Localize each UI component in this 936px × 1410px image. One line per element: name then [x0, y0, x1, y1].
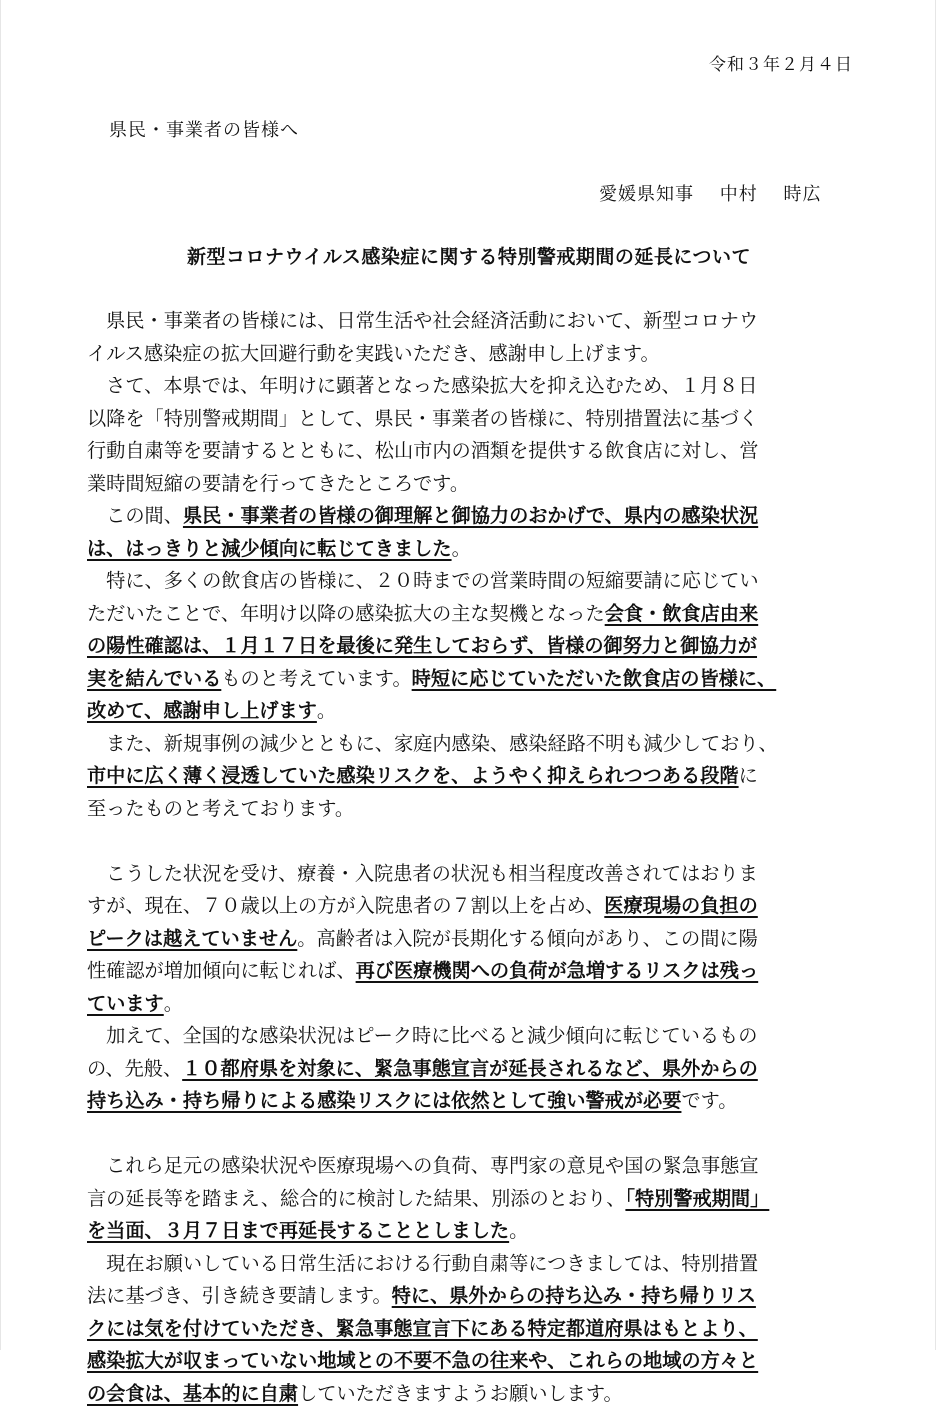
body-line	[87, 1313, 867, 1346]
body-text: 。	[164, 992, 183, 1015]
body-text: 至ったものと考えております。	[87, 797, 354, 820]
body-text: ただいたことで、年明け以降の感染拡大の主な契機となった	[87, 602, 605, 625]
body-text: していただきますようお願いします。	[298, 1382, 623, 1405]
body-line	[87, 1280, 867, 1313]
body-line	[87, 1378, 867, 1410]
emphasized-text: 改めて、感謝申し上げます	[87, 699, 317, 722]
body-text: 特に、多くの飲食店の皆様に、２０時までの営業時間の短縮要請に応じてい	[87, 569, 759, 592]
emphasized-text: 医療現場の負担の	[604, 894, 758, 917]
body-text: 法に基づき、引き続き要請します。	[87, 1284, 392, 1307]
body-line	[87, 663, 867, 696]
body-text: これら足元の感染状況や医療現場への負荷、専門家の意見や国の緊急事態宣	[87, 1154, 759, 1177]
body-line	[87, 793, 867, 826]
body-line	[87, 565, 867, 598]
body-text: 業時間短縮の要請を行ってきたところです。	[87, 472, 469, 495]
body-text: 。	[509, 1219, 528, 1242]
body-text: 。高齢者は入院が長期化する傾向があり、この間に陽	[297, 927, 758, 950]
body-line	[87, 923, 867, 956]
body-line	[87, 435, 867, 468]
emphasized-text: 会食・飲食店由来	[605, 602, 759, 625]
emphasized-text: 時短に応じていただいた飲食店の皆様に、	[412, 667, 777, 690]
body-text: また、新規事例の減少とともに、家庭内感染、感染経路不明も減少しており、	[87, 732, 778, 755]
body-text: 言の延長等を踏まえ、総合的に検討した結果、別添のとおり、	[87, 1187, 625, 1210]
body-text: です。	[681, 1089, 737, 1112]
body-text: 性確認が増加傾向に転じれば、	[87, 959, 356, 982]
body-line	[87, 695, 867, 728]
emphasized-text: １０都府県を対象に、緊急事態宣言が延長されるなど、県外からの	[182, 1057, 758, 1080]
body-text: イルス感染症の拡大回避行動を実践いただき、感謝申し上げます。	[87, 342, 660, 365]
emphasized-text: 持ち込み・持ち帰りによる感染リスクには依然として強い警戒が必要	[87, 1089, 681, 1112]
body-line	[87, 533, 867, 566]
body-line	[87, 858, 867, 891]
body-line	[87, 1215, 867, 1248]
body-line	[87, 500, 867, 533]
body-text: 加えて、全国的な感染状況はピーク時に比べると減少傾向に転じているもの	[87, 1024, 757, 1047]
body-line	[87, 370, 867, 403]
body-text: の、先般、	[87, 1057, 182, 1080]
body-line	[87, 728, 867, 761]
body-text: に	[739, 764, 758, 787]
emphasized-text: は、はっきりと減少傾向に転じてきました	[87, 537, 452, 560]
document-body	[87, 305, 867, 1410]
emphasized-text: の会食は、基本的に自粛	[87, 1382, 298, 1405]
body-line	[87, 1248, 867, 1281]
body-line	[87, 1150, 867, 1183]
emphasized-text: ています	[87, 992, 164, 1015]
body-line	[87, 890, 867, 923]
body-line	[87, 1085, 867, 1118]
body-line	[87, 598, 867, 631]
body-text: 行動自粛等を要請するとともに、松山市内の酒類を提供する飲食店に対し、営	[87, 439, 759, 462]
body-text: この間、	[87, 504, 183, 527]
body-line	[87, 1053, 867, 1086]
document-date: 令和３年２月４日	[709, 50, 853, 75]
emphasized-text: クには気を付けていただき、緊急事態宣言下にある特定都道府県はもとより、	[87, 1317, 758, 1340]
addressee: 県民・事業者の皆様へ	[109, 116, 299, 142]
emphasized-text: ピークは越えていません	[87, 927, 297, 950]
body-line	[87, 955, 867, 988]
emphasized-text: 県民・事業者の皆様の御理解と御協力のおかげで、県内の感染状況	[183, 504, 758, 527]
body-text: 。	[317, 699, 336, 722]
blank-line	[87, 825, 867, 858]
body-line	[87, 760, 867, 793]
emphasized-text: 感染拡大が収まっていない地域との不要不急の往来や、これらの地域の方々と	[87, 1349, 758, 1372]
body-text: 。	[452, 537, 471, 560]
body-line	[87, 305, 867, 338]
body-text: 県民・事業者の皆様には、日常生活や社会経済活動において、新型コロナウ	[87, 309, 758, 332]
blank-line	[87, 1118, 867, 1151]
body-text: すが、現在、７０歳以上の方が入院患者の７割以上を占め、	[87, 894, 604, 917]
emphasized-text: 市中に広く薄く浸透していた感染リスクを、ようやく抑えられつつある段階	[87, 764, 739, 787]
document-title: 新型コロナウイルス感染症に関する特別警戒期間の延長について	[1, 242, 936, 269]
body-text: 以降を「特別警戒期間」として、県民・事業者の皆様に、特別措置法に基づく	[87, 407, 758, 430]
emphasized-text: 特に、県外からの持ち込み・持ち帰りリス	[392, 1284, 756, 1307]
body-line	[87, 338, 867, 371]
emphasized-text: 「特別警戒期間」	[625, 1187, 769, 1210]
body-text: 現在お願いしている日常生活における行動自粛等につきましては、特別措置	[87, 1252, 758, 1275]
emphasized-text: 再び医療機関への負荷が急増するリスクは残っ	[356, 959, 759, 982]
body-text: さて、本県では、年明けに顕著となった感染拡大を抑え込むため、１月８日	[87, 374, 757, 397]
emphasized-text: の陽性確認は、１月１７日を最後に発生しておらず、皆様の御努力と御協力が	[87, 634, 757, 657]
body-line	[87, 468, 867, 501]
body-line	[87, 1020, 867, 1053]
emphasized-text: を当面、３月７日まで再延長することとしました	[87, 1219, 509, 1242]
body-line	[87, 403, 867, 436]
body-line	[87, 988, 867, 1021]
body-text: こうした状況を受け、療養・入院患者の状況も相当程度改善されてはおりま	[87, 862, 758, 885]
body-line	[87, 630, 867, 663]
emphasized-text: 実を結んでいる	[87, 667, 221, 690]
body-line	[87, 1183, 867, 1216]
sender-signature: 愛媛県知事 中村 時広	[599, 180, 821, 206]
body-text: ものと考えています。	[221, 667, 411, 690]
